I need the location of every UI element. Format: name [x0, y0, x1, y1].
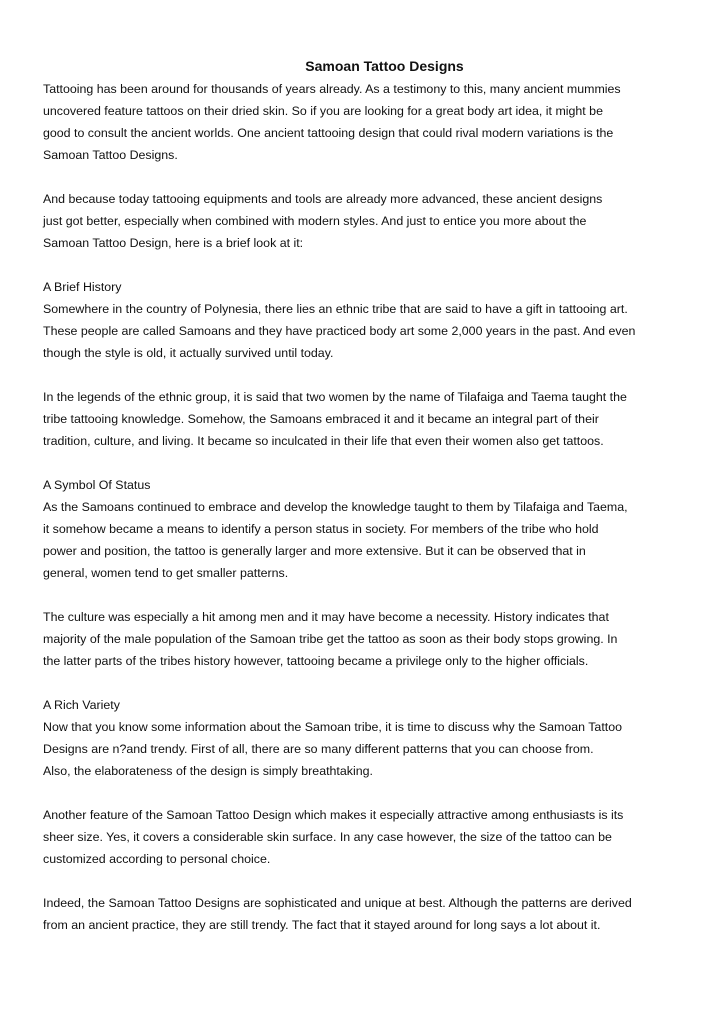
- text-line: power and position, the tattoo is generally larger and more extensive. But it can be observed that in: [43, 544, 586, 558]
- text-line: tribe tattooing knowledge. Somehow, the Samoans embraced it and it became an integral part of their: [43, 412, 599, 426]
- section-heading: A Symbol Of Status: [43, 478, 151, 492]
- text-line: Designs are n?and trendy. First of all, there are so many different patterns that you can choose from.: [43, 742, 594, 756]
- paragraph: [43, 694, 688, 782]
- text-line: The culture was especially a hit among men and it may have become a necessity. History indicates that: [43, 610, 609, 624]
- section-heading: A Rich Variety: [43, 698, 120, 712]
- text-line: just got better, especially when combined with modern styles. And just to entice you more about the: [43, 214, 587, 228]
- text-line: the latter parts of the tribes history however, tattooing became a privilege only to the higher officials.: [43, 654, 589, 668]
- text-line: good to consult the ancient worlds. One ancient tattooing design that could rival modern variations is the: [43, 126, 614, 140]
- text-line: from an ancient practice, they are still trendy. The fact that it stayed around for long says a lot about it.: [43, 918, 601, 932]
- text-line: And because today tattooing equipments and tools are already more advanced, these ancient designs: [43, 192, 603, 206]
- paragraph: [43, 892, 688, 936]
- text-line: Samoan Tattoo Designs.: [43, 148, 178, 162]
- paragraph: [43, 78, 688, 166]
- text-line: Indeed, the Samoan Tattoo Designs are sophisticated and unique at best. Although the patterns are derived: [43, 896, 632, 910]
- text-line: uncovered feature tattoos on their dried skin. So if you are looking for a great body art idea, it might be: [43, 104, 603, 118]
- text-line: Another feature of the Samoan Tattoo Design which makes it especially attractive among enthusiasts is its: [43, 808, 624, 822]
- paragraph: [43, 386, 688, 452]
- paragraph: [43, 804, 688, 870]
- text-line: general, women tend to get smaller patterns.: [43, 566, 289, 580]
- text-line: though the style is old, it actually survived until today.: [43, 346, 334, 360]
- text-line: Samoan Tattoo Design, here is a brief look at it:: [43, 236, 304, 250]
- text-line: tradition, culture, and living. It became so inculcated in their life that even their women also get tattoos.: [43, 434, 604, 448]
- document-title: Samoan Tattoo Designs: [305, 58, 464, 74]
- text-line: Also, the elaborateness of the design is simply breathtaking.: [43, 764, 373, 778]
- section-heading: A Brief History: [43, 280, 122, 294]
- document-body: [43, 78, 688, 936]
- text-line: it somehow became a means to identify a person status in society. For members of the tribe who hold: [43, 522, 599, 536]
- text-line: Tattooing has been around for thousands of years already. As a testimony to this, many ancient mummies: [43, 82, 621, 96]
- paragraph: [43, 188, 688, 254]
- paragraph: [43, 276, 688, 364]
- text-line: These people are called Samoans and they have practiced body art some 2,000 years in the past. And even: [43, 324, 636, 338]
- text-line: In the legends of the ethnic group, it is said that two women by the name of Tilafaiga and Taema taught the: [43, 390, 627, 404]
- text-line: customized according to personal choice.: [43, 852, 271, 866]
- text-line: As the Samoans continued to embrace and develop the knowledge taught to them by Tilafaiga and Taema,: [43, 500, 628, 514]
- paragraph: [43, 474, 688, 584]
- text-line: sheer size. Yes, it covers a considerable skin surface. In any case however, the size of the tattoo can be: [43, 830, 612, 844]
- paragraph: [43, 606, 688, 672]
- text-line: Now that you know some information about the Samoan tribe, it is time to discuss why the Samoan Tattoo: [43, 720, 622, 734]
- text-line: Somewhere in the country of Polynesia, there lies an ethnic tribe that are said to have a gift in tattooing art.: [43, 302, 628, 316]
- document-page: [43, 56, 688, 958]
- text-line: majority of the male population of the Samoan tribe get the tattoo as soon as their body stops growing. In: [43, 632, 618, 646]
